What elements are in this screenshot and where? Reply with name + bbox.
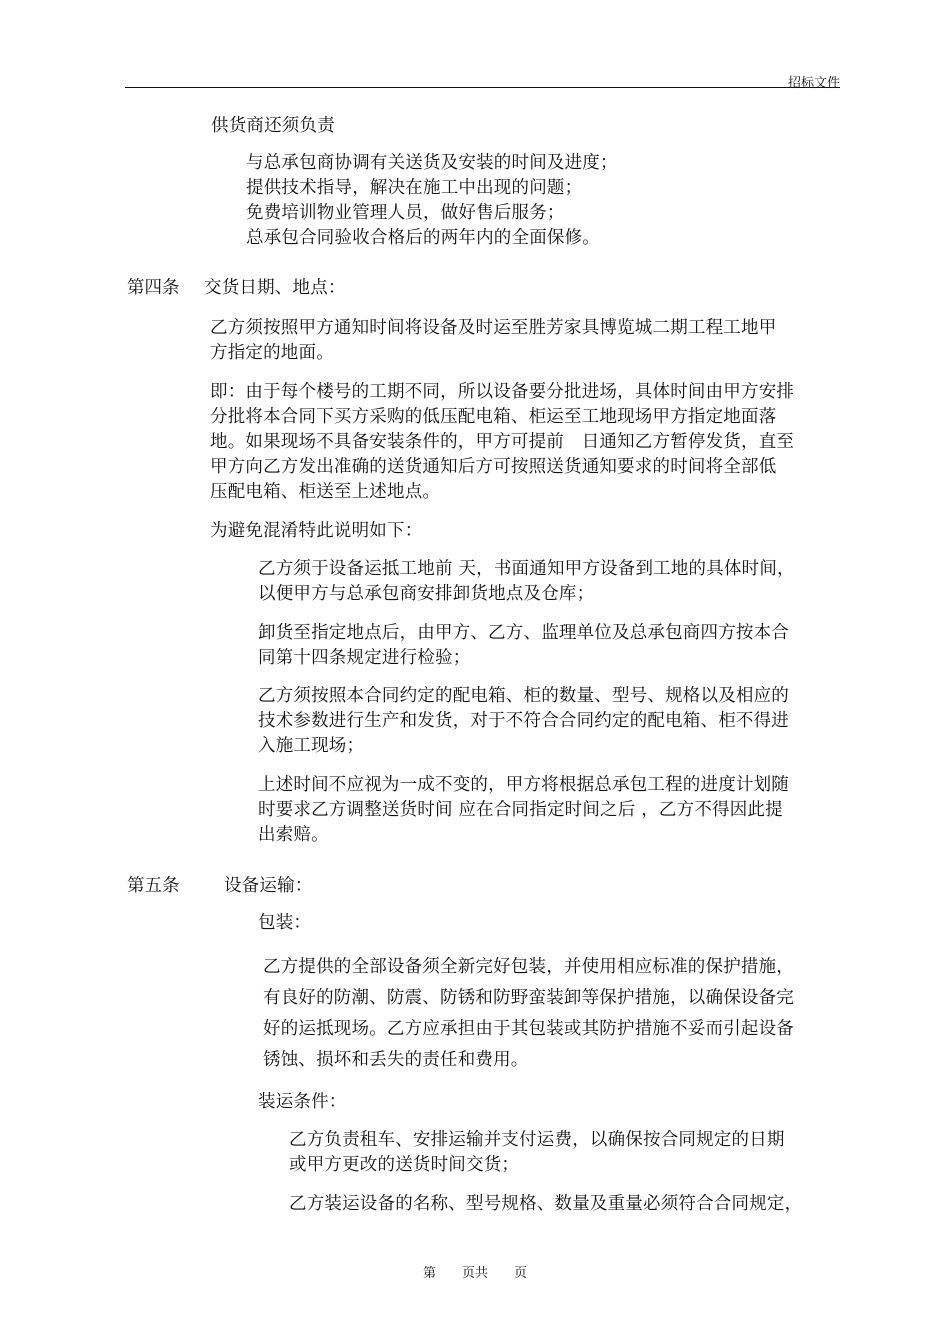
article4-para2-line: 即：由于每个楼号的工期不同，所以设备要分批进场，具体时间由甲方安排 (210, 382, 795, 402)
article4-note-line: 乙方须按照本合同约定的配电箱、柜的数量、型号、规格以及相应的 (258, 686, 789, 706)
article4-para2-line: 分批将本合同下买方采购的低压配电箱、柜运至工地现场甲方指定地面落 (210, 407, 777, 427)
shipping-item-line: 或甲方更改的送货时间交货； (289, 1155, 520, 1175)
packing-text-line: 有良好的防潮、防震、防锈和防野蛮装卸等保护措施，以确保设备完 (263, 988, 794, 1008)
article4-para1-line: 乙方须按照甲方通知时间将设备及时运至胜芳家具博览城二期工程工地甲 (210, 318, 777, 338)
page-footer (0, 1262, 950, 1281)
header-label: 招标文件 (787, 76, 840, 91)
footer-of-label: 页共 (461, 1266, 488, 1281)
article5-number: 第五条 (127, 876, 180, 896)
packing-text-line: 乙方提供的全部设备须全新完好包装，并使用相应标准的保护措施， (263, 957, 794, 977)
intro-item: 免费培训物业管理人员，做好售后服务； (246, 203, 565, 223)
article4-note-line: 入施工现场； (258, 736, 365, 756)
shipping-item-line: 乙方装运设备的名称、型号规格、数量及重量必须符合合同规定， (289, 1194, 803, 1214)
article4-note-line: 乙方须于设备运抵工地前 天，书面通知甲方设备到工地的具体时间， (258, 559, 795, 579)
article4-number: 第四条 (127, 278, 180, 298)
article4-para2-line: 地。如果现场不具备安装条件的，甲方可提前 日通知乙方暂停发货，直至 (210, 432, 795, 452)
article5-title: 设备运输： (224, 876, 313, 896)
article4-note-line: 时要求乙方调整送货时间 应在合同指定时间之后 ，乙方不得因此提 (258, 800, 783, 820)
article4-note-line: 技术参数进行生产和发货，对于不符合合同约定的配电箱、柜不得进 (258, 711, 789, 731)
article4-para1-line: 方指定的地面。 (210, 343, 334, 363)
intro-item: 提供技术指导，解决在施工中出现的问题； (246, 178, 583, 198)
packing-text-line: 好的运抵现场。乙方应承担由于其包装或其防护措施不妥而引起设备 (263, 1019, 794, 1039)
article4-note-line: 卸货至指定地点后，由甲方、乙方、监理单位及总承包商四方按本合 (258, 623, 789, 643)
footer-page-label: 第 (422, 1266, 436, 1281)
intro-lead: 供货商还须负责 (211, 116, 335, 136)
packing-text-line: 锈蚀、损坏和丢失的责任和费用。 (263, 1050, 529, 1070)
footer-total-label: 页 (514, 1266, 528, 1281)
article4-note-line: 上述时间不应视为一成不变的，甲方将根据总承包工程的进度计划随 (258, 775, 789, 795)
packing-label: 包装： (258, 913, 312, 933)
article4-note-line: 同第十四条规定进行检验； (258, 648, 471, 668)
intro-item: 总承包合同验收合格后的两年内的全面保修。 (246, 228, 600, 248)
article4-note-line: 出索赔。 (258, 825, 329, 845)
article4-para2-line: 甲方向乙方发出准确的送货通知后方可按照送货通知要求的时间将全部低 (210, 457, 777, 477)
header-divider (125, 87, 840, 88)
intro-item: 与总承包商协调有关送货及安装的时间及进度； (246, 153, 618, 173)
shipping-label: 装运条件： (258, 1092, 347, 1112)
article4-note-line: 以便甲方与总承包商安排卸货地点及仓库； (258, 584, 595, 604)
shipping-item-line: 乙方负责租车、安排运输并支付运费，以确保按合同规定的日期 (289, 1130, 785, 1150)
article4-note-lead: 为避免混淆特此说明如下： (210, 521, 423, 541)
article4-para2-line: 压配电箱、柜送至上述地点。 (210, 482, 441, 502)
article4-title: 交货日期、地点： (204, 278, 346, 298)
